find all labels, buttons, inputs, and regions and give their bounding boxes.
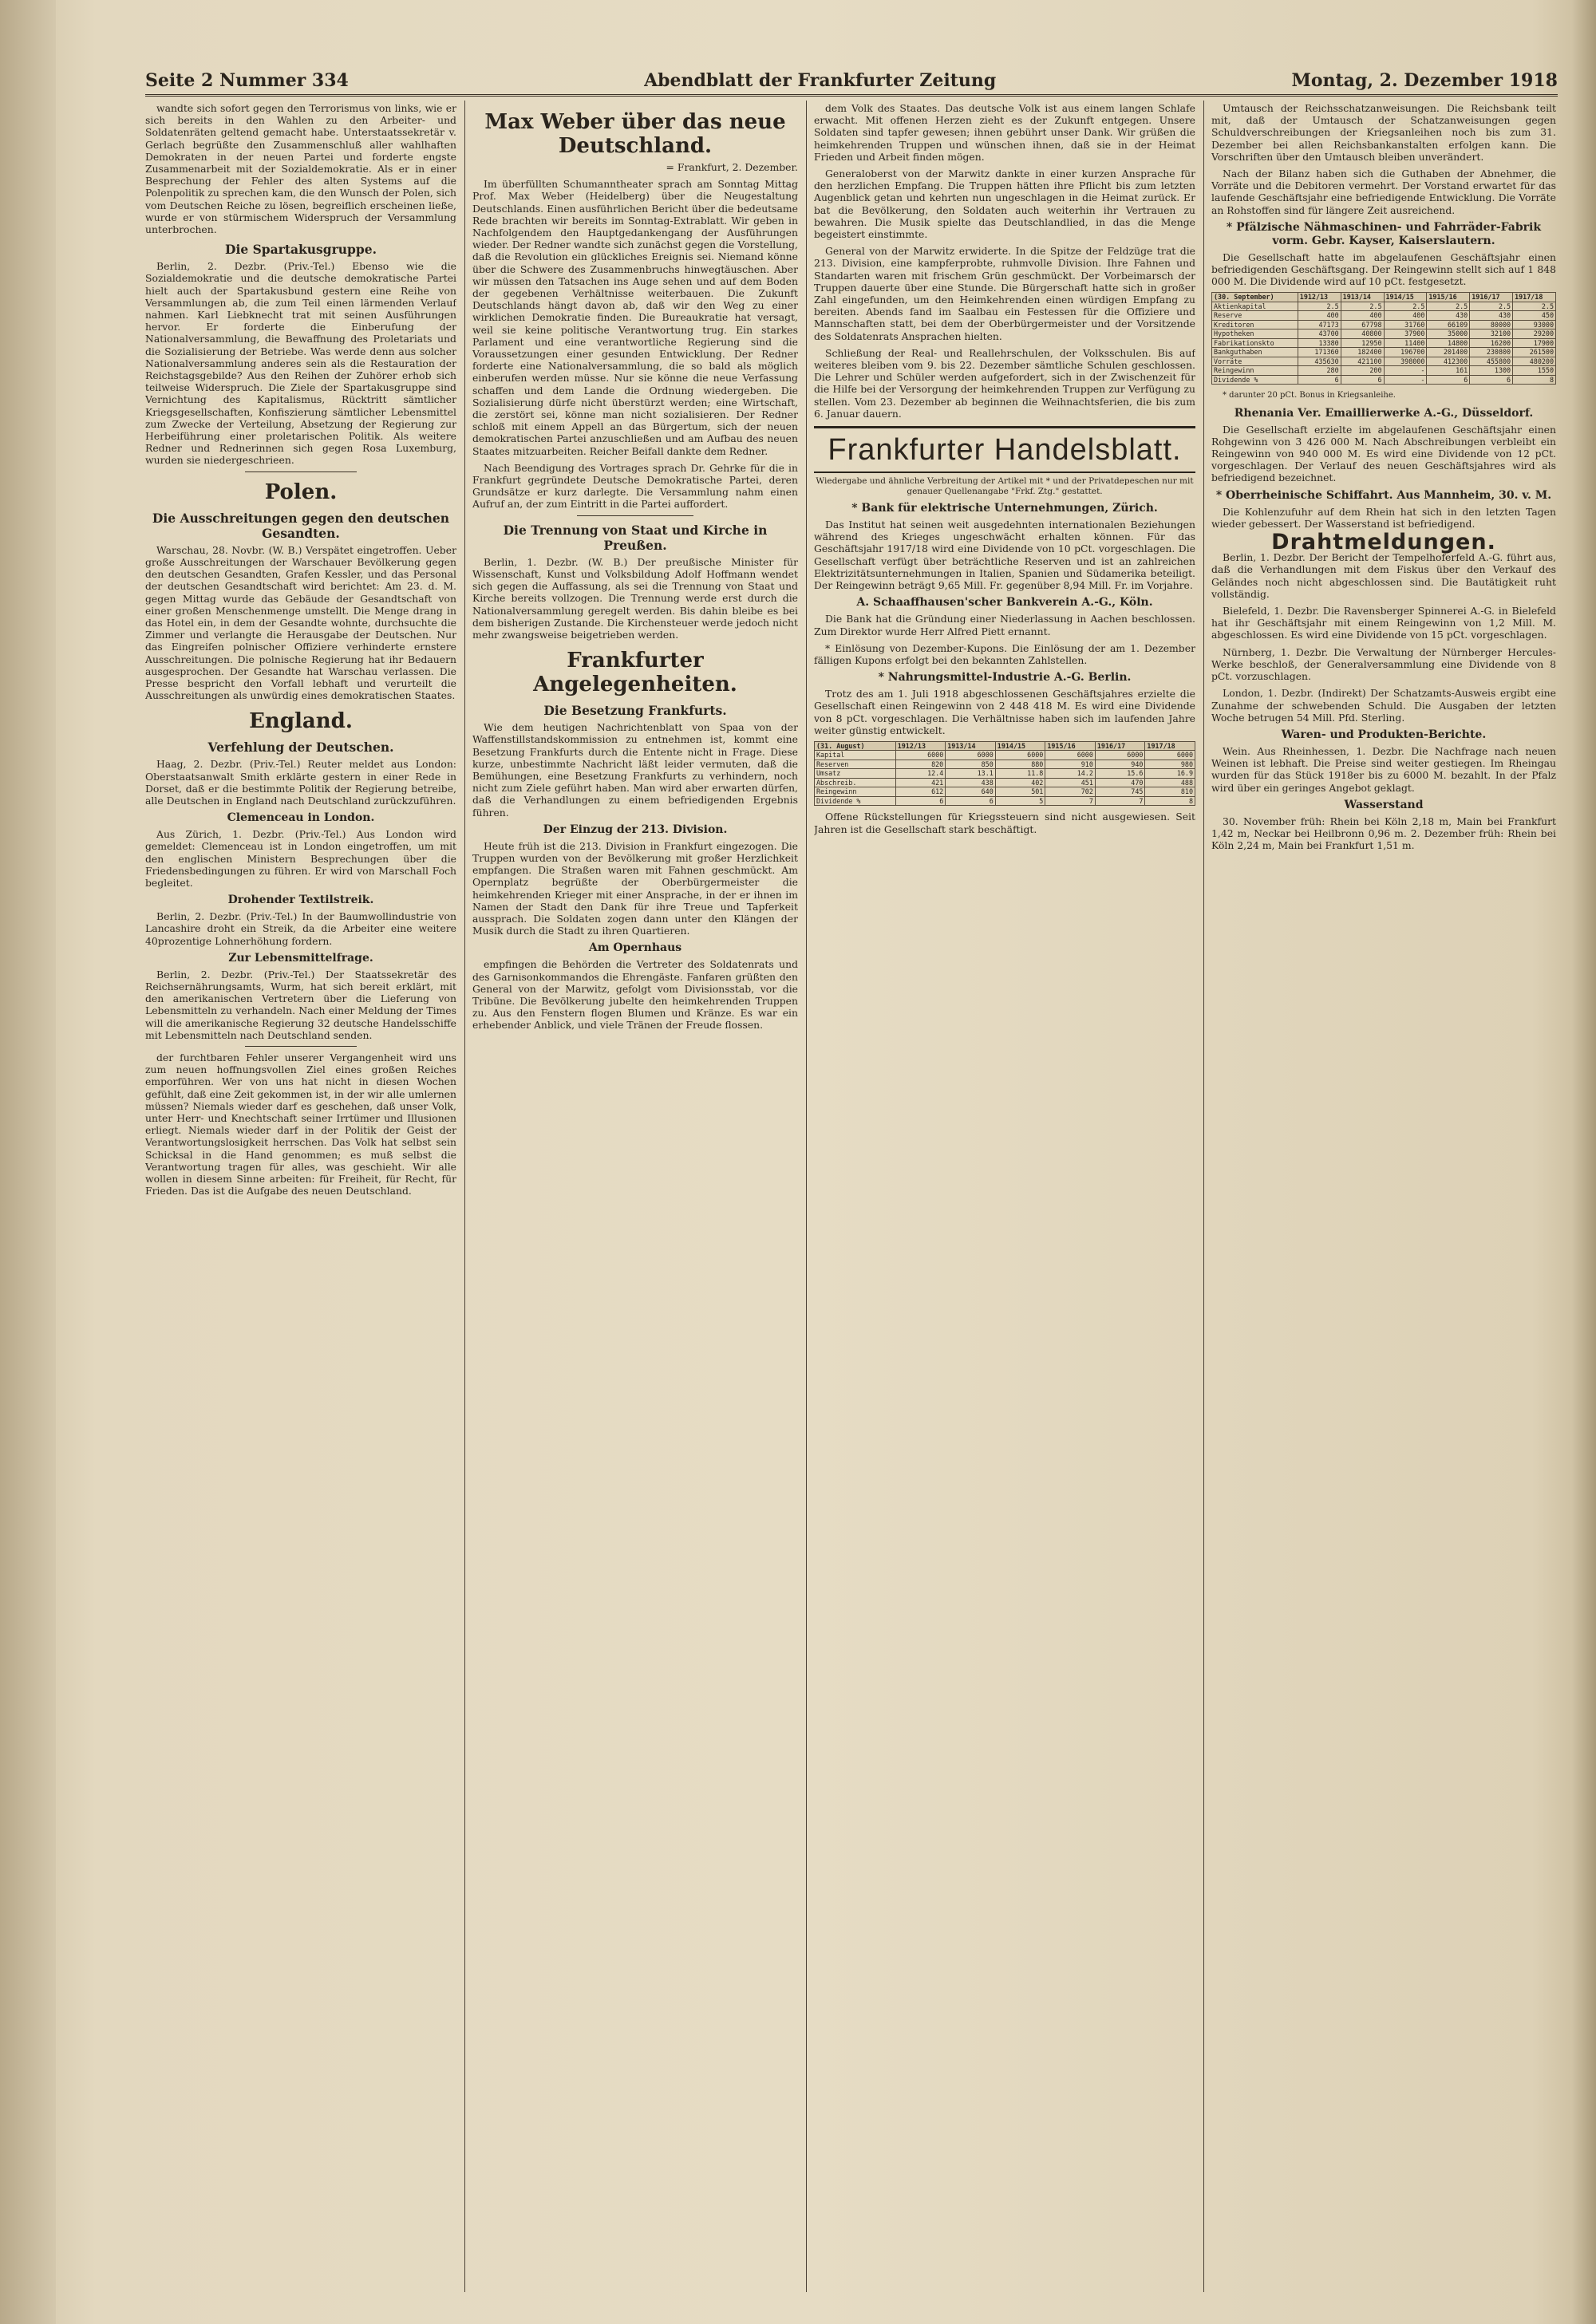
column-divider [1203,101,1204,2292]
table-row [1212,366,1556,376]
table-row [1212,311,1556,321]
table-header-cell: 1915/16 [1427,293,1470,302]
article-heading: Zur Lebensmittelfrage. [228,951,373,965]
column-divider [806,101,807,2292]
table-cell: 910 [1045,760,1096,769]
table-row [815,760,1195,769]
article-text: Wein. Aus Rheinhessen, 1. Dezbr. Die Nachfrage nach neuen Weinen ist lebhaft. Die Preise sind weiter gestiegen. Im Rheingau wurden für das Stück 1918er bis zu 6000 M. bezahlt. In der Pfalz wird über ein geringes Angebot geklagt. [1211,744,1556,794]
table-cell: 16200 [1470,338,1513,348]
table-cell: 261500 [1513,348,1556,357]
article-text: dem Volk des Staates. Das deutsche Volk ist aus einem langen Schlafe erwacht. Mit offenen Herzen zieht es der Zukunft entgegen. Unsere Soldaten sind tapfer gewesen; ihnen gebührt unser Dank. Wir grüßen die heimkehrenden Truppen und wünschen ihnen, daß sie in der Heimat Frieden und Arbeit finden mögen. [814,102,1195,163]
table-cell: 29200 [1513,329,1556,339]
article-text: wandte sich sofort gegen den Terrorismus von links, wie er sich bereits in den Wahlen zu den Arbeiter- und Soldatenräten geltend gemacht habe. Unterstaatssekretär v. Gerlach begrüßte den Zusammenschluß aller wahlhaften Demokraten in der neuen Partei und forderte engste Zusammenarbeit mit der Sozialdemokratie. Als er in einer Besprechung der Fehler des alten Systems auf die Polenpolitik zu sprechen kam, die den Wunsch der Polen, sich vom Deutschen Reiche zu lösen, begreiflich erscheinen ließe, wurde er von stürmischem Widerspruch der Versammlung unterbrochen. [145,102,456,236]
table-cell: 438 [946,778,996,787]
issue-date: Montag, 2. Dezember 1918 [1291,70,1558,91]
table-cell: 501 [995,787,1045,797]
article-text: Nach Beendigung des Vortrages sprach Dr. Gehrke für die in Frankfurt gegründete Deutsche Demokratische Partei, deren Grundsätze er kurz darlegte. Die Versammlung nahm einen Aufruf an, der zum Eintritt in die Partei auffordert. [472,461,798,511]
table-row [815,778,1195,787]
article-heading: * Nahrungsmittel-Industrie A.-G. Berlin. [878,671,1132,685]
article-text: Berlin, 1. Dezbr. (W. B.) Der preußische Minister für Wissenschaft, Kunst und Volksbildung Adolf Hoffmann wendet sich gegen die Auffassung, als sei die Trennung von Staat und Kirche bereits vollzogen. Die Trennung werde erst durch die Nationalversammlung geregelt werden. Bis dahin bleibe es bei dem bisherigen Zustande. Die Kirchensteuer werde jedoch nicht mehr zwangsweise beigetrieben werden. [472,555,798,641]
table-cell: 6 [1298,375,1341,385]
table-cell: 612 [895,787,946,797]
article-text: Nürnberg, 1. Dezbr. Die Verwaltung der Nürnberger Hercules-Werke beschloß, der Generalversammlung eine Dividende von 8 pCt. vorzuschlagen. [1211,645,1556,683]
article-text: Das Institut hat seinen weit ausgedehnten internationalen Beziehungen während des Krieges ungeschwächt erhalten können. Für das Geschäftsjahr 1917/18 wird eine Dividende von 10 pCt. vorgeschlagen. Die Gesellschaft verfügt über beträchtliche Reserven und ist an zahlreichen Elektrizitätsunternehmungen in Italien, Spanien und Südamerika beteiligt. Der Reingewinn beträgt 9,65 Mill. Fr. gegenüber 8,94 Mill. Fr. im Vorjahre. [814,519,1195,592]
table-cell: Kreditoren [1212,320,1298,329]
article-text: Umtausch der Reichsschatzanweisungen. Die Reichsbank teilt mit, daß der Umtausch der Schatzanweisungen gegen Schuldverschreibungen der Kriegsanleihen noch bis zum 31. Dezember bei allen Reichsbankanstalten erfolgen kann. Die Vorschriften über den Umtausch bleiben unverändert. [1211,102,1556,163]
column-divider [464,101,465,2292]
article-text: * Einlösung von Dezember-Kupons. Die Einlösung der am 1. Dezember fälligen Kupons erfolgt bei den bekannten Zahlstellen. [814,641,1195,666]
table-cell: 430 [1470,311,1513,321]
table-cell: 2.5 [1341,302,1384,311]
table-cell: Reserve [1212,311,1298,321]
table-cell: 6 [1427,375,1470,385]
reprint-note: Wiedergabe und ähnliche Verbreitung der Artikel mit * und der Privatdepeschen nur mit genauer Quellenangabe "Frkf. Ztg." gestattet. [816,476,1194,497]
article-text: Nach der Bilanz haben sich die Guthaben der Abnehmer, die Vorräte und die Debitoren vermehrt. Der Vorstand erwartet für das laufende Geschäftsjahr eine befriedigende Entwicklung. Die Vorräte an Rohstoffen sind für längere Zeit ausreichend. [1211,168,1556,216]
article-heading: Der Einzug der 213. Division. [543,823,728,836]
article-heading: Am Opernhaus [588,941,682,955]
table-cell: 2.5 [1384,302,1427,311]
table-header-cell: 1914/15 [995,741,1045,751]
page-number: Seite 2 Nummer 334 [145,70,349,91]
table-cell: 40800 [1341,329,1384,339]
article-text: Bielefeld, 1. Dezbr. Die Ravensberger Spinnerei A.-G. in Bielefeld hat ihr Geschäftsjahr mit einem Reingewinn von 1,2 Mill. M. abgeschlossen. Es wird eine Dividende von 15 pCt. vorgeschlagen. [1211,605,1556,641]
article-text: Berlin, 1. Dezbr. Der Bericht der Tempelhoferfeld A.-G. führt aus, daß die Verhandlungen mit dem Fiskus über den Verkauf des Geländes noch nicht abgeschlossen sind. Die Bautätigkeit ruht vollständig. [1211,551,1556,600]
article-text: Haag, 2. Dezbr. (Priv.-Tel.) Reuter meldet aus London: Oberstaatsanwalt Smith erklärte gestern in einer Rede in Dorset, daß er die bestimmte Politik der Regierung betreibe, alle Deutschen in England nach Deutschland zurückzuführen. [145,758,456,807]
table-cell: 6 [1470,375,1513,385]
table-cell: 6 [1341,375,1384,385]
table-cell: Umsatz [815,769,896,779]
table-cell: 201400 [1427,348,1470,357]
column-2 [472,102,798,2292]
table-cell: 1550 [1513,366,1556,376]
table-header-cell: 1917/18 [1145,741,1195,751]
article-text: Wie dem heutigen Nachrichtenblatt von Spaa von der Waffenstillstandskommission zu entnehmen ist, kommt eine Besetzung Frankfurts durch die Entente nicht in Frage. Diese kurze, unbestimmte Nachricht läßt leider vermuten, daß die Bemühungen, eine Besetzung Frankfurts zu verhindern, noch nicht zum Ziele geführt haben. Man wird aber erwarten dürfen, daß die Verhandlungen zu einem befriedigenden Ergebnis führen. [472,721,798,819]
table-cell: 850 [946,760,996,769]
table-cell: 430 [1427,311,1470,321]
dateline: = Frankfurt, 2. Dezember. [666,161,798,173]
table-cell: Kapital [815,751,896,760]
table-cell: 470 [1095,778,1145,787]
drahtmeldungen-heading: Drahtmeldungen. [1271,530,1496,555]
table-cell: 435630 [1298,357,1341,366]
article-text: Berlin, 2. Dezbr. (Priv.-Tel.) Der Staatssekretär des Reichsernährungsamts, Wurm, hat sich bereit erklärt, mit den amerikanischen Vertretern über die Lieferung von Lebensmitteln zu verhandeln. Nach einer Meldung der Times will die amerikanische Regierung 32 deutsche Handelsschiffe mit Lebensmitteln nach Deutschland senden. [145,968,456,1041]
table-cell: 11.8 [995,769,1045,779]
article-heading: Die Ausschreitungen gegen den deutschen Gesandten. [152,510,450,541]
table-cell: 43700 [1298,329,1341,339]
table-cell: 8 [1145,796,1195,806]
table-header-cell: 1912/13 [895,741,946,751]
table-row [1212,302,1556,311]
table-cell: 13380 [1298,338,1341,348]
table-cell: Reingewinn [815,787,896,797]
table-cell: Dividende % [1212,375,1298,385]
financial-table [814,741,1195,807]
financial-table [1211,292,1556,385]
table-cell: 32100 [1470,329,1513,339]
table-cell: 488 [1145,778,1195,787]
table-cell: 6 [895,796,946,806]
table-cell: 11400 [1384,338,1427,348]
table-row [1212,357,1556,366]
article-text: Warschau, 28. Novbr. (W. B.) Verspätet eingetroffen. Ueber große Ausschreitungen der Warschauer Bevölkerung gegen den deutschen Gesandten, Grafen Kessler, und das Personal der deutschen Gesandtschaft wird berichtet: Am 23. d. M. gegen Mittag wurde das Gebäude der Gesandtschaft von einer großen Menschenmenge umstellt. Die Menge drang in das Hotel ein, in dem der Gesandte wohnte, durchsuchte die Zimmer und verlangte die Herausgabe der Deutschen. Nur das Eingreifen polnischer Offiziere verhinderte ernstere Ausschreitungen. Die polnische Regierung hat ihr Bedauern ausgesprochen. Der Gesandte hat Warschau verlassen. Die Presse bespricht den Vorfall lebhaft und verurteilt die Ausschreitungen als unwürdig eines demokratischen Staates. [145,543,456,702]
article-text: Schließung der Real- und Reallehrschulen, der Volksschulen. Bis auf weiteres bleiben vom 9. bis 22. Dezember sämtliche Schulen geschlossen. Die Lehrer und Schüler werden aufgefordert, sich in der Zwischenzeit für die Hilfe bei der Versorgung der heimkehrenden Truppen zur Verfügung zu stellen. Vom 23. Dezember ab beginnen die Weihnachtsferien, die bis zum 6. Januar dauern. [814,346,1195,420]
table-cell: 196700 [1384,348,1427,357]
article-heading: Clemenceau in London. [227,811,375,825]
table-cell: 14.2 [1045,769,1096,779]
table-cell: 93000 [1513,320,1556,329]
table-header-cell: 1916/17 [1470,293,1513,302]
article-text: 30. November früh: Rhein bei Köln 2,18 m, Main bei Frankfurt 1,42 m, Neckar bei Heilbronn 0,96 m. 2. Dezember früh: Rhein bei Köln 2,24 m, Main bei Frankfurt 1,51 m. [1211,815,1556,852]
table-cell: 745 [1095,787,1145,797]
masthead [145,67,1558,97]
page-edge [1570,0,1596,2324]
table-cell: 280 [1298,366,1341,376]
article-heading: Die Spartakusgruppe. [225,242,377,258]
table-cell: 820 [895,760,946,769]
table-cell: 6000 [1045,751,1096,760]
article-heading: Rhenania Ver. Emaillierwerke A.-G., Düsseldorf. [1234,406,1534,420]
table-cell: 980 [1145,760,1195,769]
table-header-cell: 1915/16 [1045,741,1096,751]
table-cell: 7 [1095,796,1145,806]
binding-edge [0,0,56,2324]
table-cell: 412300 [1427,357,1470,366]
table-cell: 400 [1341,311,1384,321]
table-cell: Reserven [815,760,896,769]
table-header-cell: 1917/18 [1513,293,1556,302]
separator [245,1046,357,1047]
table-cell: 2.5 [1427,302,1470,311]
table-row [1212,338,1556,348]
section-heading: Polen. [264,479,338,504]
table-header-cell: (31. August) [815,741,896,751]
column-1 [145,102,456,2292]
table-cell: Fabrikationskto [1212,338,1298,348]
article-text: empfingen die Behörden die Vertreter des Soldatenrats und des Garnisonkommandos die Ehrengäste. Fanfaren grüßten den General von der Marwitz, gefolgt vom Divisionsstab, vor die Tribüne. Die Bevölkerung jubelte den heimkehrenden Truppen zu. Aus den Fenstern flogen Blumen und Kränze. Es war ein erhebender Anblick, und viele Tränen der Freude flossen. [472,958,798,1032]
table-header-cell: 1913/14 [946,741,996,751]
article-text: Heute früh ist die 213. Division in Frankfurt eingezogen. Die Truppen wurden von der Bevölkerung mit großer Herzlichkeit empfangen. Die Straßen waren mit Fahnen geschmückt. Am Opernplatz begrüßte der Oberbürgermeister die heimkehrenden Krieger mit einer Ansprache, in der er ihnen im Namen der Stadt den Dank für ihre Treue und Tapferkeit aussprach. Die Soldaten zogen dann unter den Klängen der Musik durch die Stadt zu ihren Quartieren. [472,839,798,937]
table-cell: 640 [946,787,996,797]
table-cell: Hypotheken [1212,329,1298,339]
table-cell: 13.1 [946,769,996,779]
table-cell: 12950 [1341,338,1384,348]
table-header-cell: (30. September) [1212,293,1298,302]
table-cell: - [1384,366,1427,376]
article-heading: Waren- und Produkten-Berichte. [1281,728,1487,741]
table-cell: 171360 [1298,348,1341,357]
table-cell: 402 [995,778,1045,787]
table-cell: 6000 [946,751,996,760]
table-cell: 2.5 [1513,302,1556,311]
article-text: der furchtbaren Fehler unserer Vergangenheit wird uns zum neuen hoffnungsvollen Ziel eines großen Reiches emporführen. Wer von uns hat nicht in diesen Wochen gefühlt, daß eine Zeit gekommen ist, in der wir alle umlernen müssen? Niemals wieder darf es geschehen, daß unser Volk, unter Herr- und Knechtschaft seiner Irrtümer und Illusionen erliegt. Niemals wieder darf in der Politik der Geist der Verantwortungslosigkeit herrschen. Das Volk hat selbst sein Schicksal in die Hand genommen; es muß selbst die Verantwortung tragen für alles, was geschieht. Wir alle wollen in diesem Sinne arbeiten: für Freiheit, für Recht, für Frieden. Das ist die Aufgabe des neuen Deutschland. [145,1051,456,1198]
table-header-row [1212,293,1556,302]
table-cell: 6000 [895,751,946,760]
table-cell: 15.6 [1095,769,1145,779]
table-row [815,751,1195,760]
article-heading: Wasserstand [1344,798,1424,811]
article-text: London, 1. Dezbr. (Indirekt) Der Schatzamts-Ausweis ergibt eine Zunahme der schwebenden Schuld. Die Ausgaben der letzten Woche betrugen 54 Mill. Pfd. Sterling. [1211,687,1556,724]
table-cell: 67798 [1341,320,1384,329]
article-heading: Drohender Textilstreik. [227,894,374,907]
table-cell: 6000 [1145,751,1195,760]
table-header-cell: 1912/13 [1298,293,1341,302]
table-cell: 80000 [1470,320,1513,329]
table-row [1212,320,1556,329]
table-cell: 480200 [1513,357,1556,366]
table-cell: 450 [1513,311,1556,321]
table-cell: 16.9 [1145,769,1195,779]
table-cell: 230800 [1470,348,1513,357]
column-4 [1211,102,1556,2292]
table-cell: 6 [946,796,996,806]
article-text: Berlin, 2. Dezbr. (Priv.-Tel.) Ebenso wie die Sozialdemokratie und die deutsche demokratische Partei hielt auch der Spartakusbund gestern eine Reihe von Versammlungen ab, die zum Teil einen lärmenden Verlauf nahmen. Karl Liebknecht trat mit seinen Ausführungen hervor. Er forderte die Einberufung der Nationalversammlung, die Bewaffnung des Proletariats und die Sozialisierung der Betriebe. Was werde denn aus solcher Nationalversammlung anderes sein als die Restauration der Reichstagsgebilde? Aus den Reihen der Zuhörer erhob sich teilweise Widerspruch. Die Ziele der Spartakusgruppe sind Vernichtung des Kapitalismus, Rücktritt sämtlicher Kriegsgesellschaften, Konfiszierung sämtlicher Lebensmittel zum Zwecke der Verteilung, Absetzung der Regierung zur Herbeiführung einer proletarischen Politik. Als weitere Redner und Rednerinnen sich gegen Rosa Luxemburg, wurden sie niedergeschrieen. [145,260,456,467]
article-text: Die Bank hat die Gründung einer Niederlassung in Aachen beschlossen. Zum Direktor wurde Herr Alfred Piett ernannt. [814,613,1195,637]
article-text: Die Kohlenzufuhr auf dem Rhein hat sich in den letzten Tagen wieder gebessert. Der Wasserstand ist befriedigend. [1211,505,1556,530]
table-cell: 66109 [1427,320,1470,329]
table-cell: 31760 [1384,320,1427,329]
article-title: Max Weber über das neue Deutschland. [484,110,786,158]
table-header-cell: 1916/17 [1095,741,1145,751]
table-cell: 35000 [1427,329,1470,339]
article-heading: Die Trennung von Staat und Kirche in Preußen. [503,522,768,553]
article-heading: * Oberrheinische Schiffahrt. Aus Mannheim, 30. v. M. [1215,488,1552,502]
table-cell: 421100 [1341,357,1384,366]
table-cell: 8 [1513,375,1556,385]
table-cell: 14800 [1427,338,1470,348]
table-cell: 6000 [995,751,1045,760]
table-cell: 400 [1298,311,1341,321]
table-cell: 455800 [1470,357,1513,366]
article-heading: * Pfälzische Nähmaschinen- und Fahrräder-Fabrik vorm. Gebr. Kayser, Kaiserslautern. [1226,220,1542,247]
column-3 [814,102,1195,2292]
table-cell: 161 [1427,366,1470,376]
table-cell: 940 [1095,760,1145,769]
table-header-cell: 1913/14 [1341,293,1384,302]
table-note: * darunter 20 pCt. Bonus in Kriegsanleihe. [1223,391,1396,400]
table-row [815,787,1195,797]
table-cell: 400 [1384,311,1427,321]
article-heading: A. Schaaffhausen'scher Bankverein A.-G., Köln. [856,596,1153,610]
article-heading: Verfehlung der Deutschen. [207,740,394,756]
newspaper-title: Abendblatt der Frankfurter Zeitung [644,70,997,91]
section-heading: Frankfurter Angelegenheiten. [533,649,737,697]
article-heading: * Bank für elektrische Unternehmungen, Zürich. [851,502,1158,515]
table-cell: 7 [1045,796,1096,806]
table-row [1212,329,1556,339]
table-cell: 182400 [1341,348,1384,357]
table-cell: 2.5 [1470,302,1513,311]
table-cell: 12.4 [895,769,946,779]
table-cell: 880 [995,760,1045,769]
table-cell: Abschreib. [815,778,896,787]
table-cell: Reingewinn [1212,366,1298,376]
article-text: Generaloberst von der Marwitz dankte in einer kurzen Ansprache für den herzlichen Empfang. Die Truppen hätten ihre Pflicht bis zum letzten Augenblick getan und kehrten nun ungeschlagen in die Heimat zurück. Er bat die Bevölkerung, den Soldaten auch weiterhin ihr Vertrauen zu bewahren. Die Musik spielte das Deutschlandlied, in das die Menge begeistert einstimmte. [814,168,1195,241]
article-text: Trotz des am 1. Juli 1918 abgeschlossenen Geschäftsjahres erzielte die Gesellschaft einen Reingewinn von 2 448 418 M. Es wird eine Dividende von 8 pCt. vorgeschlagen. Die Verhältnisse haben sich im laufenden Jahre weiter günstig entwickelt. [814,688,1195,736]
table-cell: 17900 [1513,338,1556,348]
table-cell: - [1384,375,1427,385]
table-cell: 451 [1045,778,1096,787]
table-cell: Bankguthaben [1212,348,1298,357]
table-cell: 702 [1045,787,1096,797]
table-cell: 200 [1341,366,1384,376]
table-cell: 5 [995,796,1045,806]
handelsblatt-heading: Frankfurter Handelsblatt. [814,426,1195,473]
table-row [1212,375,1556,385]
separator [577,515,694,516]
table-row [1212,348,1556,357]
table-cell: 421 [895,778,946,787]
table-cell: Dividende % [815,796,896,806]
article-text: General von der Marwitz erwiderte. In die Spitze der Feldzüge trat die 213. Division, eine kampferprobte, ruhmvolle Division. Ihre Fahnen und Standarten waren mit frischem Grün geschmückt. Der Vorbeimarsch der Truppen dauerte über eine Stunde. Die Bürgerschaft hatte sich in großer Zahl eingefunden, um den Heimkehrenden einen würdigen Empfang zu bereiten. Abends fand im Saalbau ein Festessen für die Offiziere und Mannschaften statt, bei dem der Oberbürgermeister und der Vorsitzende des Soldatenrats Ansprachen hielten. [814,245,1195,342]
article-text: Die Gesellschaft hatte im abgelaufenen Geschäftsjahr einen befriedigenden Geschäftsgang. Der Reingewinn stellt sich auf 1 848 000 M. Die Dividende wird auf 10 pCt. festgesetzt. [1211,251,1556,288]
table-row [815,796,1195,806]
table-row [815,769,1195,779]
table-cell: Vorräte [1212,357,1298,366]
article-text: Offene Rückstellungen für Kriegssteuern sind nicht ausgewiesen. Seit Jahren ist die Gesellschaft stark beschäftigt. [814,811,1195,835]
table-cell: 810 [1145,787,1195,797]
article-text: Im überfüllten Schumanntheater sprach am Sonntag Mittag Prof. Max Weber (Heidelberg) über die Neugestaltung Deutschlands. Einen ausführlichen Bericht über die bedeutsame Rede brachten wir bereits im Sonntag-Extrablatt. Wir geben in Nachfolgendem den Hauptgedankengang der Ausführungen wieder. Der Redner wandte sich zunächst gegen die Vorstellung, daß die Revolution ein glückliches Ereignis sei. Niemand könne über die Schwere des Zusammenbruchs hinwegtäuschen. Aber wir müssen den Tatsachen ins Auge sehen und auf dem Boden der gegebenen Verhältnisse weiterbauen. Die Zukunft Deutschlands hängt davon ab, daß wir den Weg zu einer wirklichen Demokratie finden. Die Bureaukratie hat versagt, weil sie keine politische Verantwortung trug. Ein starkes Parlament und eine verantwortliche Regierung sind die Voraussetzungen einer gesunden Entwicklung. Der Redner forderte eine Nationalversammlung, die so bald als möglich einberufen werden müsse. Nur sie könne die neue Verfassung schaffen und dem Lande die Ordnung wiedergeben. Die Sozialisierung dürfe nicht überstürzt werden; eine Wirtschaft, die zerstört sei, könne man nicht sozialisieren. Der Redner schloß mit einem Appell an das Bürgertum, sich der neuen demokratischen Partei anzuschließen und am Aufbau des neuen Staates mitzuarbeiten. Reicher Beifall dankte dem Redner. [472,178,798,457]
table-cell: 1300 [1470,366,1513,376]
section-heading: England. [249,709,353,734]
table-cell: 37900 [1384,329,1427,339]
table-cell: 6000 [1095,751,1145,760]
table-cell: Aktienkapital [1212,302,1298,311]
table-header-cell: 1914/15 [1384,293,1427,302]
table-cell: 2.5 [1298,302,1341,311]
article-text: Die Gesellschaft erzielte im abgelaufenen Geschäftsjahr einen Rohgewinn von 3 426 000 M. Nach Abschreibungen verbleibt ein Reingewinn von 940 000 M. Es wird eine Dividende von 12 pCt. vorgeschlagen. Der Verlauf des neuen Geschäftsjahres wird als befriedigend bezeichnet. [1211,423,1556,484]
table-cell: 398000 [1384,357,1427,366]
article-heading: Die Besetzung Frankfurts. [543,703,727,719]
article-text: Aus Zürich, 1. Dezbr. (Priv.-Tel.) Aus London wird gemeldet: Clemenceau ist in London eingetroffen, um mit den englischen Ministern Besprechungen über die Friedensbedingungen zu führen. Er wird von Marschall Foch begleitet. [145,828,456,889]
table-header-row [815,741,1195,751]
table-cell: 47173 [1298,320,1341,329]
article-text: Berlin, 2. Dezbr. (Priv.-Tel.) In der Baumwollindustrie von Lancashire droht ein Streik, da die Arbeiter eine weitere 40prozentige Lohnerhöhung fordern. [145,910,456,947]
